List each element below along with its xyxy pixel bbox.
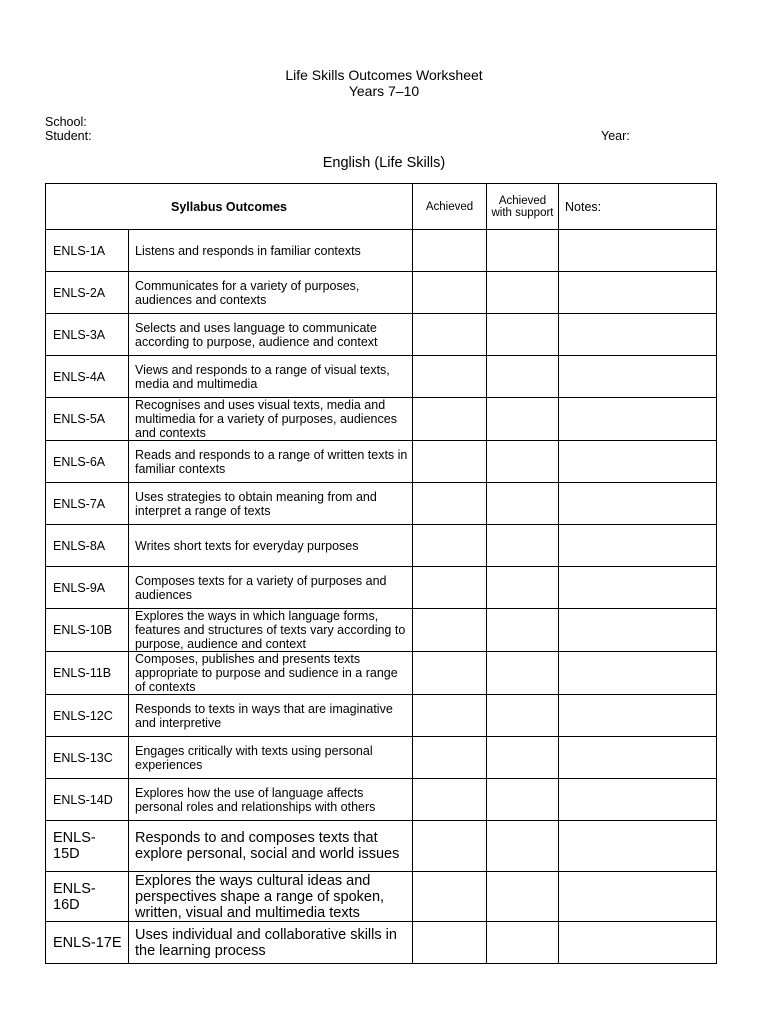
achieved-cell[interactable] (413, 567, 487, 609)
table-row (46, 398, 717, 441)
notes-cell[interactable] (559, 314, 717, 356)
table-row (46, 525, 717, 567)
notes-cell[interactable] (559, 652, 717, 695)
table-row (46, 609, 717, 652)
table-row (46, 779, 717, 821)
notes-cell[interactable] (559, 398, 717, 441)
table-row (46, 695, 717, 737)
header-syllabus-outcomes: Syllabus Outcomes (46, 184, 413, 230)
outcome-code: ENLS-6A (46, 441, 129, 483)
achieved-cell[interactable] (413, 356, 487, 398)
worksheet-subtitle: Years 7–10 (348, 83, 420, 99)
header-achieved-with-support: Achieved with support (487, 184, 559, 230)
outcome-code: ENLS-3A (46, 314, 129, 356)
outcome-code: ENLS-4A (46, 356, 129, 398)
header-achieved: Achieved (413, 184, 487, 230)
table-row (46, 272, 717, 314)
notes-cell[interactable] (559, 695, 717, 737)
outcome-code: ENLS-2A (46, 272, 129, 314)
outcome-description: Writes short texts for everyday purposes (129, 525, 413, 567)
table-row (46, 441, 717, 483)
achieved-with-support-cell[interactable] (487, 695, 559, 737)
outcome-description: Uses strategies to obtain meaning from and interpret a range of texts (129, 483, 413, 525)
achieved-cell[interactable] (413, 398, 487, 441)
achieved-cell[interactable] (413, 525, 487, 567)
notes-cell[interactable] (559, 779, 717, 821)
achieved-with-support-cell[interactable] (487, 356, 559, 398)
outcome-description: Engages critically with texts using personal experiences (129, 737, 413, 779)
achieved-cell[interactable] (413, 652, 487, 695)
achieved-with-support-cell[interactable] (487, 779, 559, 821)
outcome-description: Explores the ways cultural ideas and perspectives shape a range of spoken, written, visual and multimedia texts (129, 872, 413, 922)
outcome-code: ENLS-15D (46, 821, 129, 872)
outcomes-table (45, 183, 717, 964)
student-label: Student: (45, 129, 92, 143)
table-row (46, 230, 717, 272)
achieved-with-support-cell[interactable] (487, 567, 559, 609)
achieved-with-support-cell[interactable] (487, 441, 559, 483)
outcome-code: ENLS-5A (46, 398, 129, 441)
table-row (46, 314, 717, 356)
table-row (46, 922, 717, 964)
achieved-cell[interactable] (413, 695, 487, 737)
achieved-cell[interactable] (413, 483, 487, 525)
achieved-with-support-cell[interactable] (487, 525, 559, 567)
outcome-description: Communicates for a variety of purposes, audiences and contexts (129, 272, 413, 314)
outcome-description: Composes, publishes and presents texts appropriate to purpose and sudience in a range of contexts (129, 652, 413, 695)
notes-cell[interactable] (559, 922, 717, 964)
header-notes: Notes: (559, 184, 717, 230)
achieved-cell[interactable] (413, 779, 487, 821)
achieved-with-support-cell[interactable] (487, 398, 559, 441)
achieved-cell[interactable] (413, 872, 487, 922)
table-row (46, 737, 717, 779)
outcome-description: Listens and responds in familiar contexts (129, 230, 413, 272)
outcome-description: Uses individual and collaborative skills in the learning process (129, 922, 413, 964)
year-label: Year: (601, 129, 630, 143)
outcome-code: ENLS-12C (46, 695, 129, 737)
table-row (46, 821, 717, 872)
outcome-description: Explores how the use of language affects personal roles and relationships with others (129, 779, 413, 821)
outcome-description: Selects and uses language to communicate according to purpose, audience and context (129, 314, 413, 356)
notes-cell[interactable] (559, 230, 717, 272)
achieved-cell[interactable] (413, 737, 487, 779)
achieved-with-support-cell[interactable] (487, 737, 559, 779)
notes-cell[interactable] (559, 821, 717, 872)
school-label: School: (45, 115, 87, 129)
outcome-description: Reads and responds to a range of written texts in familiar contexts (129, 441, 413, 483)
subject-heading: English (Life Skills) (322, 155, 446, 171)
achieved-cell[interactable] (413, 441, 487, 483)
outcome-description: Explores the ways in which language forms, features and structures of texts vary according to purpose, audience and context (129, 609, 413, 652)
achieved-with-support-cell[interactable] (487, 230, 559, 272)
achieved-with-support-cell[interactable] (487, 652, 559, 695)
achieved-with-support-cell[interactable] (487, 922, 559, 964)
outcome-code: ENLS-16D (46, 872, 129, 922)
achieved-with-support-cell[interactable] (487, 483, 559, 525)
achieved-with-support-cell[interactable] (487, 314, 559, 356)
outcome-description: Responds to and composes texts that explore personal, social and world issues (129, 821, 413, 872)
notes-cell[interactable] (559, 609, 717, 652)
outcome-code: ENLS-11B (46, 652, 129, 695)
outcome-code: ENLS-8A (46, 525, 129, 567)
achieved-with-support-cell[interactable] (487, 872, 559, 922)
outcome-code: ENLS-13C (46, 737, 129, 779)
notes-cell[interactable] (559, 525, 717, 567)
outcome-description: Recognises and uses visual texts, media and multimedia for a variety of purposes, audiences and contexts (129, 398, 413, 441)
achieved-with-support-cell[interactable] (487, 609, 559, 652)
table-row (46, 356, 717, 398)
achieved-cell[interactable] (413, 821, 487, 872)
notes-cell[interactable] (559, 272, 717, 314)
notes-cell[interactable] (559, 737, 717, 779)
achieved-cell[interactable] (413, 609, 487, 652)
achieved-with-support-cell[interactable] (487, 821, 559, 872)
table-row (46, 872, 717, 922)
achieved-cell[interactable] (413, 230, 487, 272)
achieved-cell[interactable] (413, 922, 487, 964)
notes-cell[interactable] (559, 872, 717, 922)
achieved-cell[interactable] (413, 272, 487, 314)
outcome-description: Composes texts for a variety of purposes and audiences (129, 567, 413, 609)
worksheet-title: Life Skills Outcomes Worksheet (285, 67, 483, 83)
outcome-code: ENLS-7A (46, 483, 129, 525)
outcome-code: ENLS-10B (46, 609, 129, 652)
outcome-code: ENLS-14D (46, 779, 129, 821)
notes-cell[interactable] (559, 441, 717, 483)
table-row (46, 652, 717, 695)
achieved-with-support-cell[interactable] (487, 272, 559, 314)
notes-cell[interactable] (559, 483, 717, 525)
outcome-description: Views and responds to a range of visual texts, media and multimedia (129, 356, 413, 398)
achieved-cell[interactable] (413, 314, 487, 356)
outcome-code: ENLS-17E (46, 922, 129, 964)
notes-cell[interactable] (559, 567, 717, 609)
table-row (46, 483, 717, 525)
outcome-code: ENLS-9A (46, 567, 129, 609)
notes-cell[interactable] (559, 356, 717, 398)
table-row (46, 567, 717, 609)
outcome-code: ENLS-1A (46, 230, 129, 272)
outcome-description: Responds to texts in ways that are imaginative and interpretive (129, 695, 413, 737)
